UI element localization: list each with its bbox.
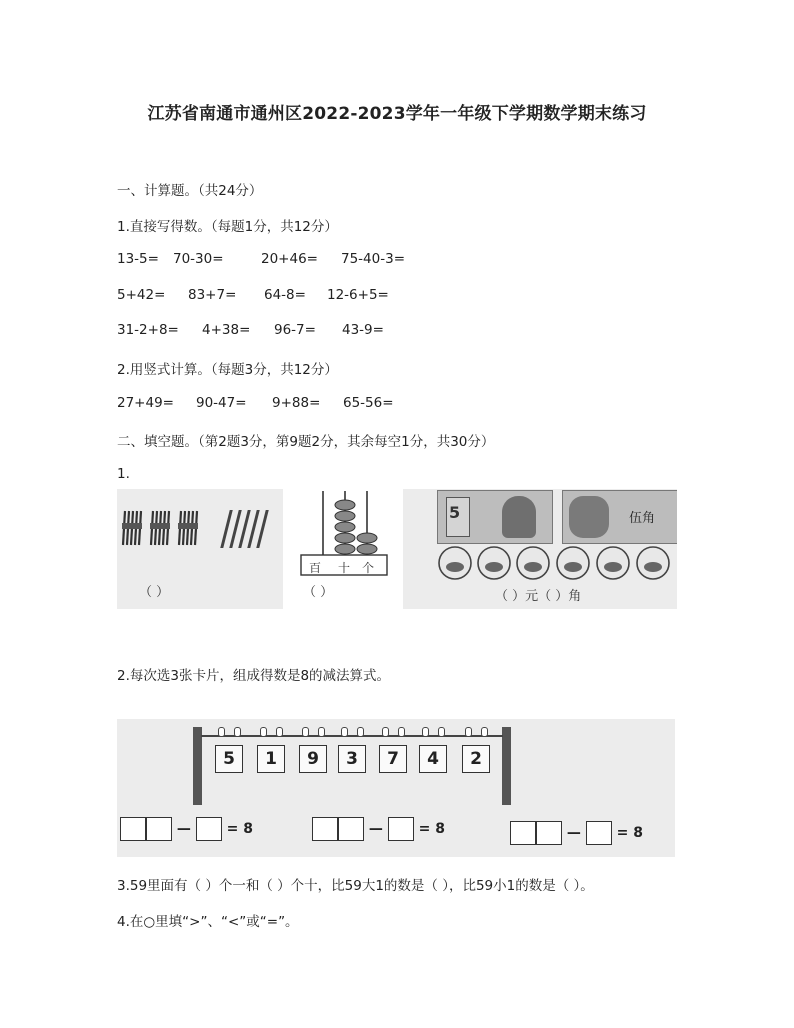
equals-eight: = 8 (226, 821, 253, 837)
equals-eight: = 8 (418, 821, 445, 837)
banknote-5-yuan (437, 490, 553, 544)
abacus-place-ones: 个 (362, 561, 375, 575)
answer-box[interactable] (536, 821, 562, 845)
portrait-icon (569, 496, 609, 538)
section2-q4-text: 4.在○里填“>”、“<”或“=”。 (117, 914, 299, 930)
minus-sign: — (368, 821, 383, 837)
number-card: 3 (338, 745, 366, 773)
portrait-icon (502, 496, 536, 538)
abacus-answer-blank: （ ） (303, 585, 334, 600)
number-card: 1 (257, 745, 285, 773)
number-card: 7 (379, 745, 407, 773)
note-value: 5 (449, 503, 461, 522)
answer-box[interactable] (586, 821, 612, 845)
calc-item: 31-2+8= (117, 322, 179, 338)
calc-item: 13-5= (117, 251, 159, 267)
abacus-place-hundreds: 百 (309, 561, 322, 575)
equals-eight: = 8 (616, 825, 643, 841)
stick-bundle (121, 509, 143, 545)
number-card: 9 (299, 745, 327, 773)
answer-box[interactable] (120, 817, 146, 841)
calc-item: 96-7= (274, 322, 316, 338)
section2-heading: 二、填空题。（第2题3分，第9题2分，其余每空1分，共30分） (117, 434, 495, 450)
vertical-calc-row (117, 395, 394, 411)
calc-item: 4+38= (202, 322, 251, 338)
subtraction-template (312, 817, 445, 841)
calc-item: 43-9= (342, 322, 384, 338)
calc-item: 75-40-3= (341, 251, 405, 267)
calc-item: 90-47= (196, 395, 247, 411)
note-value: 伍角 (629, 511, 656, 526)
subtraction-template (510, 821, 643, 845)
calc-item: 9+88= (272, 395, 321, 411)
calc-item: 64-8= (264, 287, 306, 303)
calc-item: 65-56= (343, 395, 394, 411)
sticks-answer-blank: （ ） (139, 585, 170, 600)
number-card: 2 (462, 745, 490, 773)
page-title: 江苏省南通市通州区2022-2023学年一年级下学期数学期末练习 (147, 104, 647, 124)
answer-box[interactable] (338, 817, 364, 841)
answer-box[interactable] (388, 817, 414, 841)
section1-q1-heading: 1.直接写得数。（每题1分，共12分） (117, 219, 338, 235)
minus-sign: — (566, 825, 581, 841)
answer-box[interactable] (196, 817, 222, 841)
number-card: 5 (215, 745, 243, 773)
calc-row-1 (117, 251, 405, 267)
calc-item: 12-6+5= (327, 287, 389, 303)
answer-box[interactable] (510, 821, 536, 845)
q2-figure (117, 719, 675, 857)
number-card: 4 (419, 745, 447, 773)
abacus-place-tens: 十 (338, 561, 351, 575)
right-post (502, 727, 511, 805)
stick-bundle (149, 509, 171, 545)
stick-bundle (177, 509, 199, 545)
hanging-line (201, 735, 503, 737)
answer-box[interactable] (312, 817, 338, 841)
section1-heading: 一、计算题。（共24分） (117, 183, 263, 199)
section2-q2-text: 2.每次选3张卡片，组成得数是8的减法算式。 (117, 668, 391, 684)
banknote-5-jiao (562, 490, 677, 544)
section2-q3-text: 3.59里面有（ ）个一和（ ）个十，比59大1的数是（ ），比59小1的数是（ ）。 (117, 878, 594, 894)
calc-item: 20+46= (261, 251, 318, 267)
calc-item: 5+42= (117, 287, 166, 303)
subtraction-template (120, 817, 253, 841)
minus-sign: — (176, 821, 191, 837)
q1-figure (117, 489, 677, 609)
calc-row-3 (117, 322, 384, 338)
section2-q1-label: 1. (117, 466, 130, 482)
calc-item: 27+49= (117, 395, 174, 411)
money-answer-blank: （ ）元（ ）角 (495, 589, 582, 604)
calc-item: 83+7= (188, 287, 237, 303)
section1-q2-heading: 2.用竖式计算。（每题3分，共12分） (117, 362, 338, 378)
calc-item: 70-30= (173, 251, 224, 267)
calc-row-2 (117, 287, 389, 303)
coin-row (435, 545, 677, 581)
answer-box[interactable] (146, 817, 172, 841)
left-post (193, 727, 202, 805)
